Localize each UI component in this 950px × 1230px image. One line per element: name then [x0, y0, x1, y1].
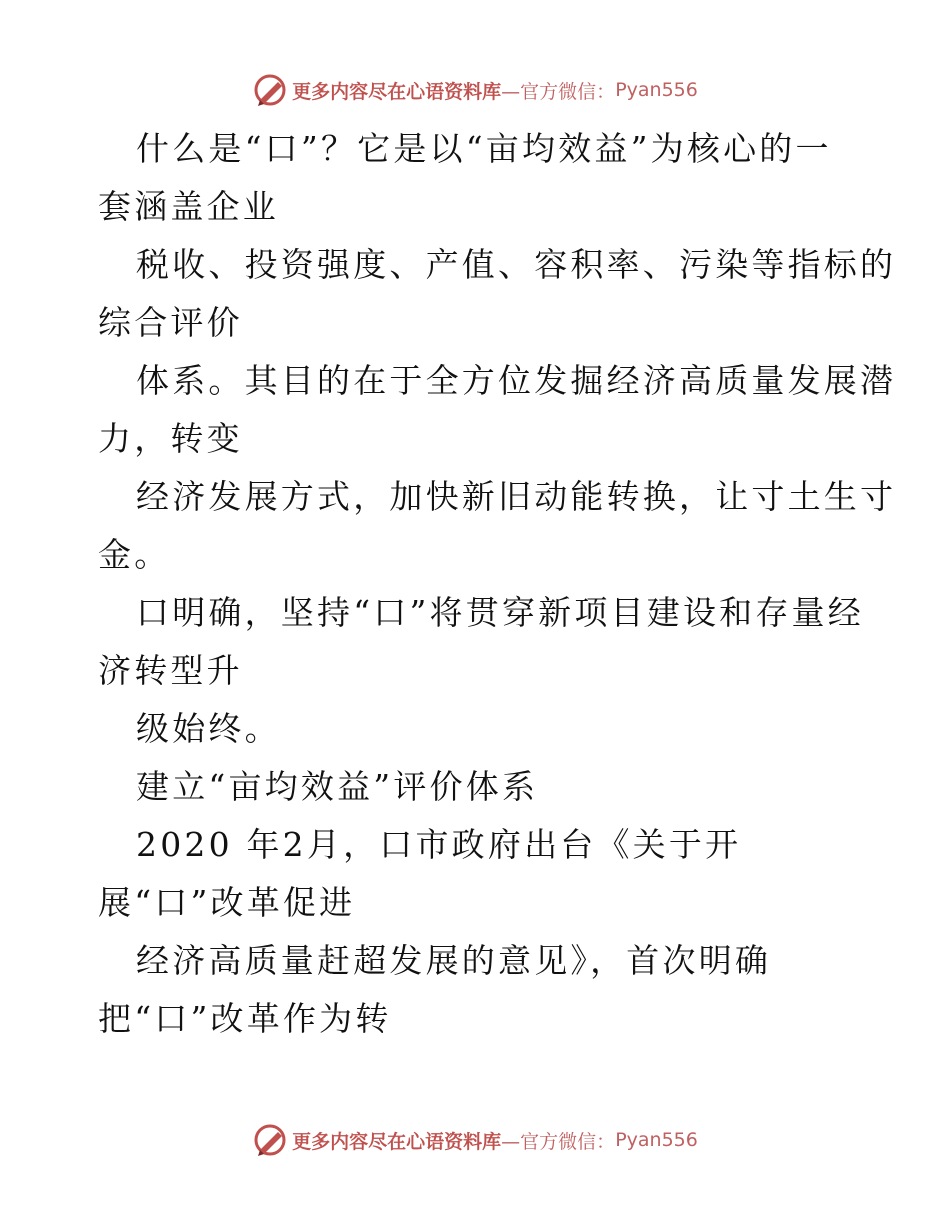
body-line: 经济发展方式，加快新旧动能转换，让寸土生寸	[136, 477, 897, 516]
body-line: 金。	[98, 535, 171, 574]
body-line: 把“口”改革作为转	[98, 999, 392, 1038]
footer-banner	[0, 1122, 950, 1158]
banner-wechat-id: Pyan556	[615, 79, 698, 101]
document-body	[98, 120, 897, 1048]
body-line: 经济高质量赶超发展的意见》，首次明确	[136, 941, 772, 980]
banner-sub-text: —官方微信：	[501, 80, 616, 103]
banner-main-text: 更多内容尽在心语资料库	[292, 80, 502, 103]
body-line: 展“口”改革促进	[98, 883, 356, 922]
body-line: 口明确，坚持“口”将贯穿新项目建设和存量经	[136, 593, 864, 632]
body-line: 力，转变	[98, 419, 243, 458]
pen-logo-icon	[252, 1122, 288, 1158]
banner-sub-text: —官方微信：	[501, 1130, 616, 1153]
section-heading: 建立“亩均效益”评价体系	[136, 767, 539, 806]
header-banner	[0, 72, 950, 108]
pen-logo-icon	[252, 72, 288, 108]
body-line: 2020 年2月，口市政府出台《关于开	[136, 825, 742, 864]
body-line: 体系。其目的在于全方位发掘经济高质量发展潜	[136, 361, 897, 400]
banner-wechat-id: Pyan556	[615, 1129, 698, 1151]
body-line: 济转型升	[98, 651, 243, 690]
banner-main-text: 更多内容尽在心语资料库	[292, 1130, 502, 1153]
body-line: 套涵盖企业	[98, 187, 279, 226]
body-line: 级始终。	[136, 709, 281, 748]
body-line: 综合评价	[98, 303, 243, 342]
body-line: 什么是“口”？它是以“亩均效益”为核心的一	[136, 129, 832, 168]
body-line: 税收、投资强度、产值、容积率、污染等指标的	[136, 245, 897, 284]
